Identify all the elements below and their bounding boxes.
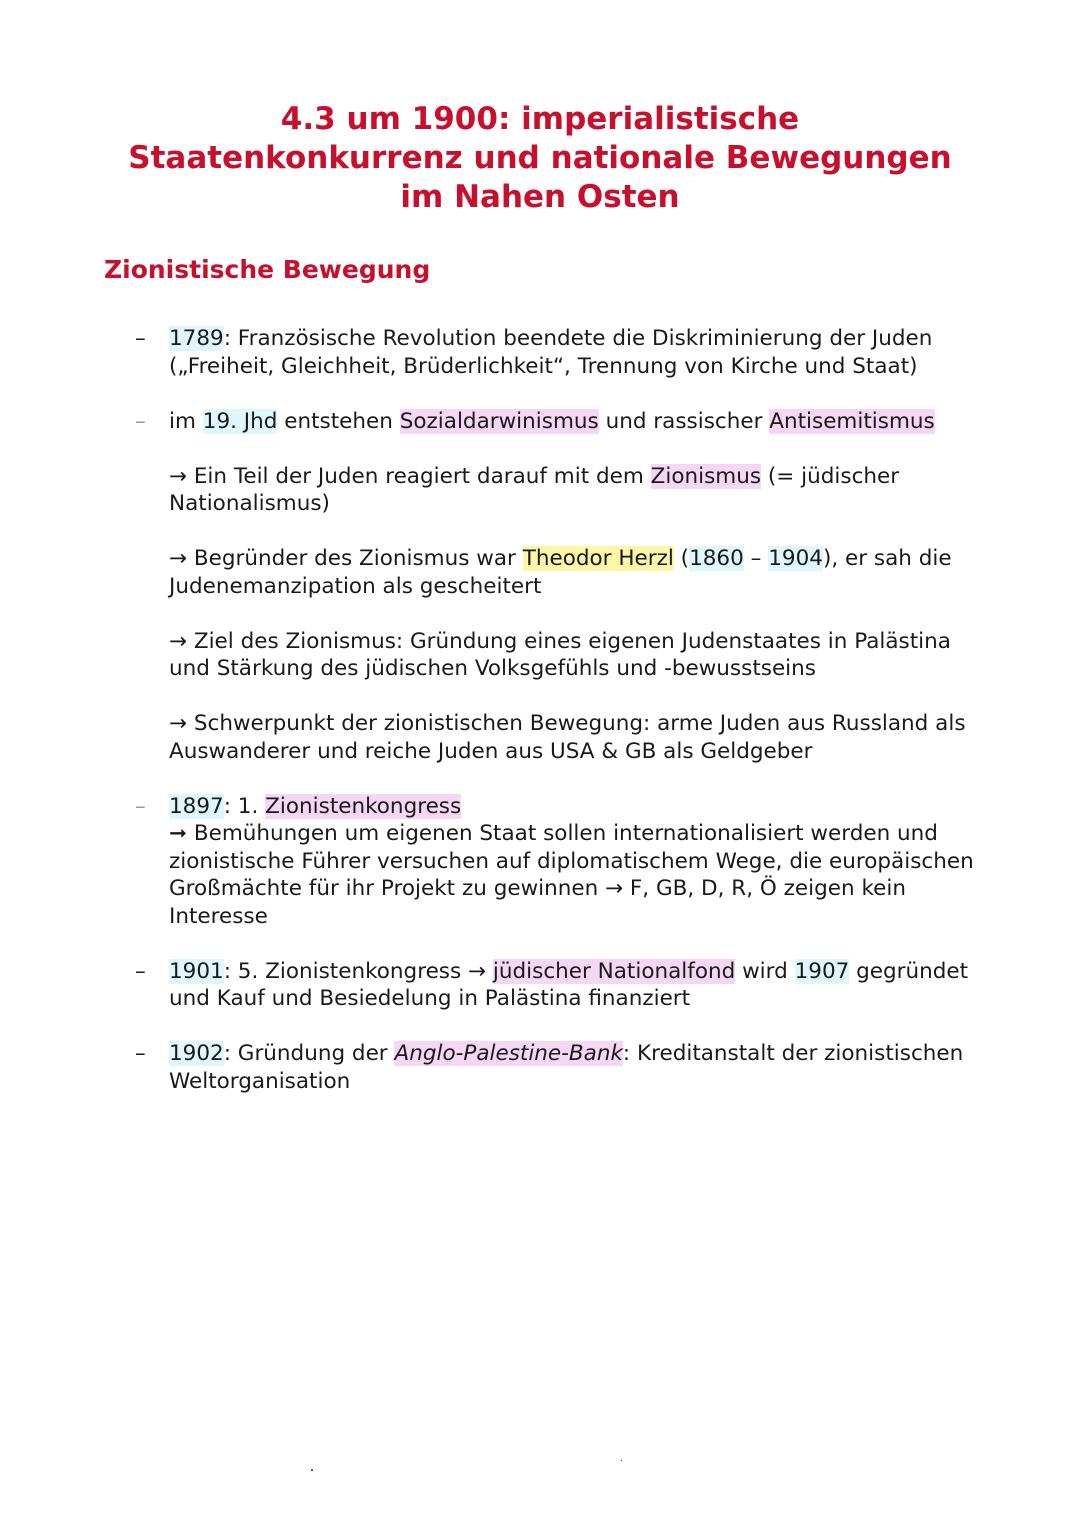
scan-speck bbox=[621, 1460, 622, 1461]
item-text-part: ( bbox=[673, 546, 690, 571]
item-text-part: – bbox=[743, 546, 769, 571]
term-highlight: jüdischer Nationalfond bbox=[492, 958, 736, 984]
bullet-dash: – bbox=[135, 793, 146, 819]
date-highlight: 1860 bbox=[689, 546, 744, 571]
item-text-part: Judenemanzipation als gescheitert bbox=[169, 573, 542, 599]
item-text-part: : 5. Zionistenkongress → bbox=[223, 958, 493, 984]
item-text-part: und rassischer bbox=[598, 408, 770, 434]
item-text-part: im bbox=[169, 408, 203, 434]
date-highlight: 1789 bbox=[169, 326, 224, 351]
section-heading: Zionistische Bewegung bbox=[104, 255, 431, 284]
list-item-1901 bbox=[135, 958, 995, 1013]
term-highlight: Zionistenkongress bbox=[265, 793, 462, 819]
list-item-1902 bbox=[135, 1040, 995, 1095]
scan-speck bbox=[311, 1469, 313, 1471]
term-highlight: Anglo-Palestine-Bank bbox=[394, 1041, 623, 1066]
bullet-dash: – bbox=[135, 326, 146, 351]
list-item-1789 bbox=[135, 325, 995, 380]
item-text-part: : Gründung der bbox=[223, 1041, 395, 1066]
list-item-19-jhd bbox=[135, 408, 995, 766]
person-highlight: Theodor Herzl bbox=[522, 546, 674, 571]
term-highlight: Antisemitismus bbox=[769, 408, 935, 434]
item-text-continued: ➞ Bemühungen um eigenen Staat sollen internationalisiert werden und zionistische Führer versuchen auf diplomatischem Wege, die europäischen Großmächte für ihr Projekt zu gewinnen → F, GB, D, R, Ö zeigen kein Interesse bbox=[169, 821, 974, 929]
bullet-dash: – bbox=[135, 958, 146, 984]
item-text-part: : Französische Revolution beendete die Diskriminierung der Juden („Freiheit, Gleichheit, Brüderlichkeit“, Trennung von Kirche und Staat) bbox=[169, 326, 933, 379]
date-highlight: 19. Jhd bbox=[202, 408, 278, 434]
sub-point-schwerpunkt: → Schwerpunkt der zionistischen Bewegung: arme Juden aus Russland als Auswanderer und reiche Juden aus USA & GB als Geldgeber bbox=[169, 711, 966, 764]
item-text-part: : Kreditanstalt der zionistischen Weltorganisation bbox=[169, 1041, 964, 1094]
sub-point-ziel: → Ziel des Zionismus: Gründung eines eigenen Judenstaates in Palästina und Stärkung des jüdischen Volksgefühls und -bewusstseins bbox=[169, 628, 951, 681]
bullet-list bbox=[135, 325, 995, 1123]
item-text bbox=[169, 1040, 995, 1095]
item-text-part: → Begründer des Zionismus war bbox=[169, 546, 523, 571]
page-title-line-2: Staatenkonkurrenz und nationale Bewegungen bbox=[128, 140, 952, 176]
date-highlight: 1901 bbox=[169, 958, 224, 984]
page-title-line-3: im Nahen Osten bbox=[400, 179, 680, 215]
item-text-part: : 1. bbox=[223, 793, 266, 819]
item-text bbox=[169, 793, 995, 821]
sub-point-zionismus bbox=[169, 463, 995, 518]
bullet-dash: – bbox=[135, 408, 146, 434]
date-highlight: 1907 bbox=[794, 958, 850, 984]
item-text bbox=[169, 958, 995, 1013]
page-title bbox=[60, 100, 1020, 217]
item-text-part: (= jüdischer Nationalismus) bbox=[169, 463, 900, 516]
item-text-part: entstehen bbox=[277, 408, 400, 434]
page-title-line-1: 4.3 um 1900: imperialistische bbox=[280, 101, 800, 137]
date-highlight: 1904 bbox=[768, 546, 823, 571]
item-text-part: → Ein Teil der Juden reagiert darauf mit dem bbox=[169, 463, 651, 489]
item-text-part: ), er sah die bbox=[822, 546, 952, 571]
term-highlight: Sozialdarwinismus bbox=[399, 408, 599, 434]
list-item-1897 bbox=[135, 793, 995, 931]
bullet-dash: – bbox=[135, 1041, 146, 1066]
item-text-part: gegründet und Kauf und Besiedelung in Palästina finanziert bbox=[169, 958, 969, 1011]
term-highlight: Zionismus bbox=[650, 463, 762, 489]
item-text bbox=[169, 408, 995, 436]
sub-point-herzl bbox=[169, 545, 995, 600]
date-highlight: 1902 bbox=[169, 1041, 224, 1066]
date-highlight: 1897 bbox=[169, 793, 224, 819]
item-text-part: wird bbox=[735, 958, 795, 984]
item-text bbox=[169, 325, 995, 380]
